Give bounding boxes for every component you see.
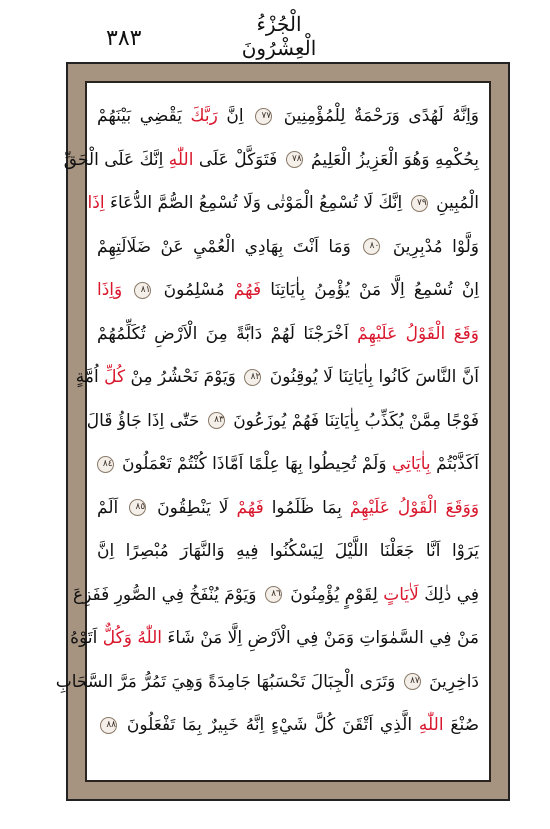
text-line: [55, 661, 479, 705]
text-frame: [55, 81, 491, 782]
verse-text: اَخْرَجْنَا لَهُمْ دَابَّةً مِنَ الْاَرْضِ تُكَلِّمُهُمْ: [97, 323, 349, 344]
verse-text: وَيَوْمَ يُنْفَخُ فِي الصُّورِ فَفَزِعَ: [72, 584, 257, 605]
ayah-number-marker: ٧٩: [411, 195, 428, 212]
highlighted-word: وَوَقَعَ الْقَوْلُ عَلَيْهِمْ: [349, 497, 480, 518]
page-header: [0, 0, 550, 60]
verse-text: وَمَا اَنْتَ بِهَادِي الْعُمْيِ عَنْ ضَلَالَتِهِمْ: [97, 236, 351, 257]
verse-text: يَرَوْا اَنَّا جَعَلْنَا اللَّيْلَ لِيَسْكُنُوا فِيهِ وَالنَّهَارَ مُبْصِرًا اِنَّ: [97, 541, 479, 561]
verse-text: وَلَّوْا مُدْبِرِينَ: [392, 236, 480, 257]
highlighted-word: اللّٰهُ: [137, 628, 162, 648]
ayah-number-marker: ٨٦: [265, 586, 282, 603]
verse-text: اُمَّةٍ: [75, 367, 99, 387]
ayah-number-marker: ٨٢: [244, 369, 261, 386]
text-line: [70, 617, 479, 661]
text-line: [63, 139, 479, 183]
verse-text: بِمَا ظَلَمُوا: [271, 497, 342, 518]
verse-text: اَنَّ النَّاسَ كَانُوا بِاٰيَاتِنَا لَا يُوقِنُونَ: [269, 367, 479, 387]
verse-text: وَلَمْ تُحِيطُوا بِهَا عِلْمًا اَمَّاذَا كُنْتُمْ تَعْمَلُونَ: [121, 454, 387, 474]
verse-text: بِحُكْمِهِ وَهُوَ الْعَزِيزُ الْعَلِيمُ: [311, 149, 479, 170]
verse-text: اَلَمْ: [97, 497, 119, 518]
verse-text: حَتّٰى اِذَا جَاؤُ قَالَ: [86, 410, 200, 431]
quran-text: [55, 95, 480, 770]
highlighted-word: اِذَا: [87, 193, 105, 213]
text-line: [97, 313, 479, 357]
ayah-number-marker: ٨٧: [404, 673, 421, 690]
highlighted-word: وَقَعَ الْقَوْلُ عَلَيْهِمْ: [357, 323, 479, 344]
ayah-number-marker: ٧٧: [255, 108, 272, 125]
highlighted-word: لَاٰيَاتٍ: [383, 584, 419, 605]
text-line: [75, 356, 479, 400]
verse-text: فِي ذٰلِكَ: [424, 584, 479, 605]
text-line: [97, 530, 479, 574]
text-line: [97, 226, 479, 270]
verse-text: اَتَوْهُ: [70, 628, 98, 648]
highlighted-word: رَبَّكَ: [190, 106, 218, 126]
ayah-number-marker: ٨٠: [363, 238, 380, 255]
ayah-number-marker: ٨٤: [97, 456, 114, 473]
ayah-number-marker: ٨٣: [208, 412, 225, 429]
verse-text: اِنَّكَ عَلَى الْحَقِّ: [63, 149, 164, 170]
verse-text: اَكَذَّبْتُمْ: [436, 454, 479, 474]
highlighted-word: وَكُلٌّ: [102, 628, 132, 648]
highlighted-word: اللّٰهِ: [168, 149, 194, 170]
page-number: ٣٨٣: [106, 26, 142, 51]
verse-text: وَتَرَى الْجِبَالَ تَحْسَبُهَا جَامِدَةً وَهِيَ تَمُرُّ مَرَّ السَّحَابِ: [55, 671, 396, 692]
ayah-number-marker: ٨١: [134, 282, 151, 299]
verse-text: يَقْضِي بَيْنَهُمْ: [97, 106, 182, 126]
highlighted-word: فَهُمْ: [236, 497, 264, 518]
highlighted-word: اللّٰهِ: [418, 715, 444, 735]
text-line: [86, 400, 479, 444]
verse-text: اِنَّ: [226, 106, 244, 126]
verse-text: لَا يَنْطِقُونَ: [157, 497, 229, 518]
verse-text: الْمُبِينِ: [436, 193, 479, 213]
verse-text: الَّذِي اَتْقَنَ كُلَّ شَيْءٍ اِنَّهُ خَبِيرٌ بِمَا تَفْعَلُونَ: [126, 715, 413, 735]
juz-title: الْجُزْءُ الْعِشْرُونَ: [241, 12, 317, 60]
ayah-number-marker: ٧٨: [286, 151, 303, 168]
text-line: [97, 487, 479, 531]
verse-text: مَنْ فِي السَّمٰوَاتِ وَمَنْ فِي الْاَرْضِ اِلَّا مَنْ شَاءَ: [167, 628, 479, 648]
highlighted-word: وَاِذَا: [97, 280, 123, 300]
text-line: [72, 574, 479, 618]
text-line: [97, 443, 479, 487]
text-line: [97, 95, 479, 139]
highlighted-word: بِاٰيَاتِي: [391, 454, 431, 474]
verse-text: لِقَوْمٍ يُؤْمِنُونَ: [290, 584, 378, 605]
text-line: [97, 269, 479, 313]
verse-text: وَيَوْمَ نَحْشُرُ مِنْ: [130, 367, 236, 387]
text-line: [97, 704, 479, 748]
verse-text: اِنَّكَ لَا تُسْمِعُ الْمَوْتٰى وَلَا تُسْمِعُ الصُّمَّ الدُّعَاءَ: [109, 193, 403, 213]
verse-text: صُنْعَ: [450, 715, 480, 735]
verse-text: فَتَوَكَّلْ عَلَى: [198, 149, 278, 170]
verse-text: دَاخِرِينَ: [429, 671, 479, 692]
page-border: [55, 62, 510, 801]
ayah-number-marker: ٨٥: [129, 499, 146, 516]
text-line: [87, 182, 479, 226]
highlighted-word: كُلِّ: [104, 367, 126, 387]
highlighted-word: فَهُمْ: [233, 280, 262, 300]
verse-text: فَوْجًا مِمَّنْ يُكَذِّبُ بِاٰيَاتِنَا فَهُمْ يُوزَعُونَ: [233, 410, 479, 431]
verse-text: مُسْلِمُونَ: [163, 280, 225, 300]
ayah-number-marker: ٨٨: [100, 717, 117, 734]
verse-text: اِنْ تُسْمِعُ اِلَّا مَنْ يُؤْمِنُ بِاٰيَاتِنَا: [270, 280, 480, 300]
verse-text: وَاِنَّهُ لَهُدًى وَرَحْمَةٌ لِلْمُؤْمِنِينَ: [283, 106, 479, 126]
